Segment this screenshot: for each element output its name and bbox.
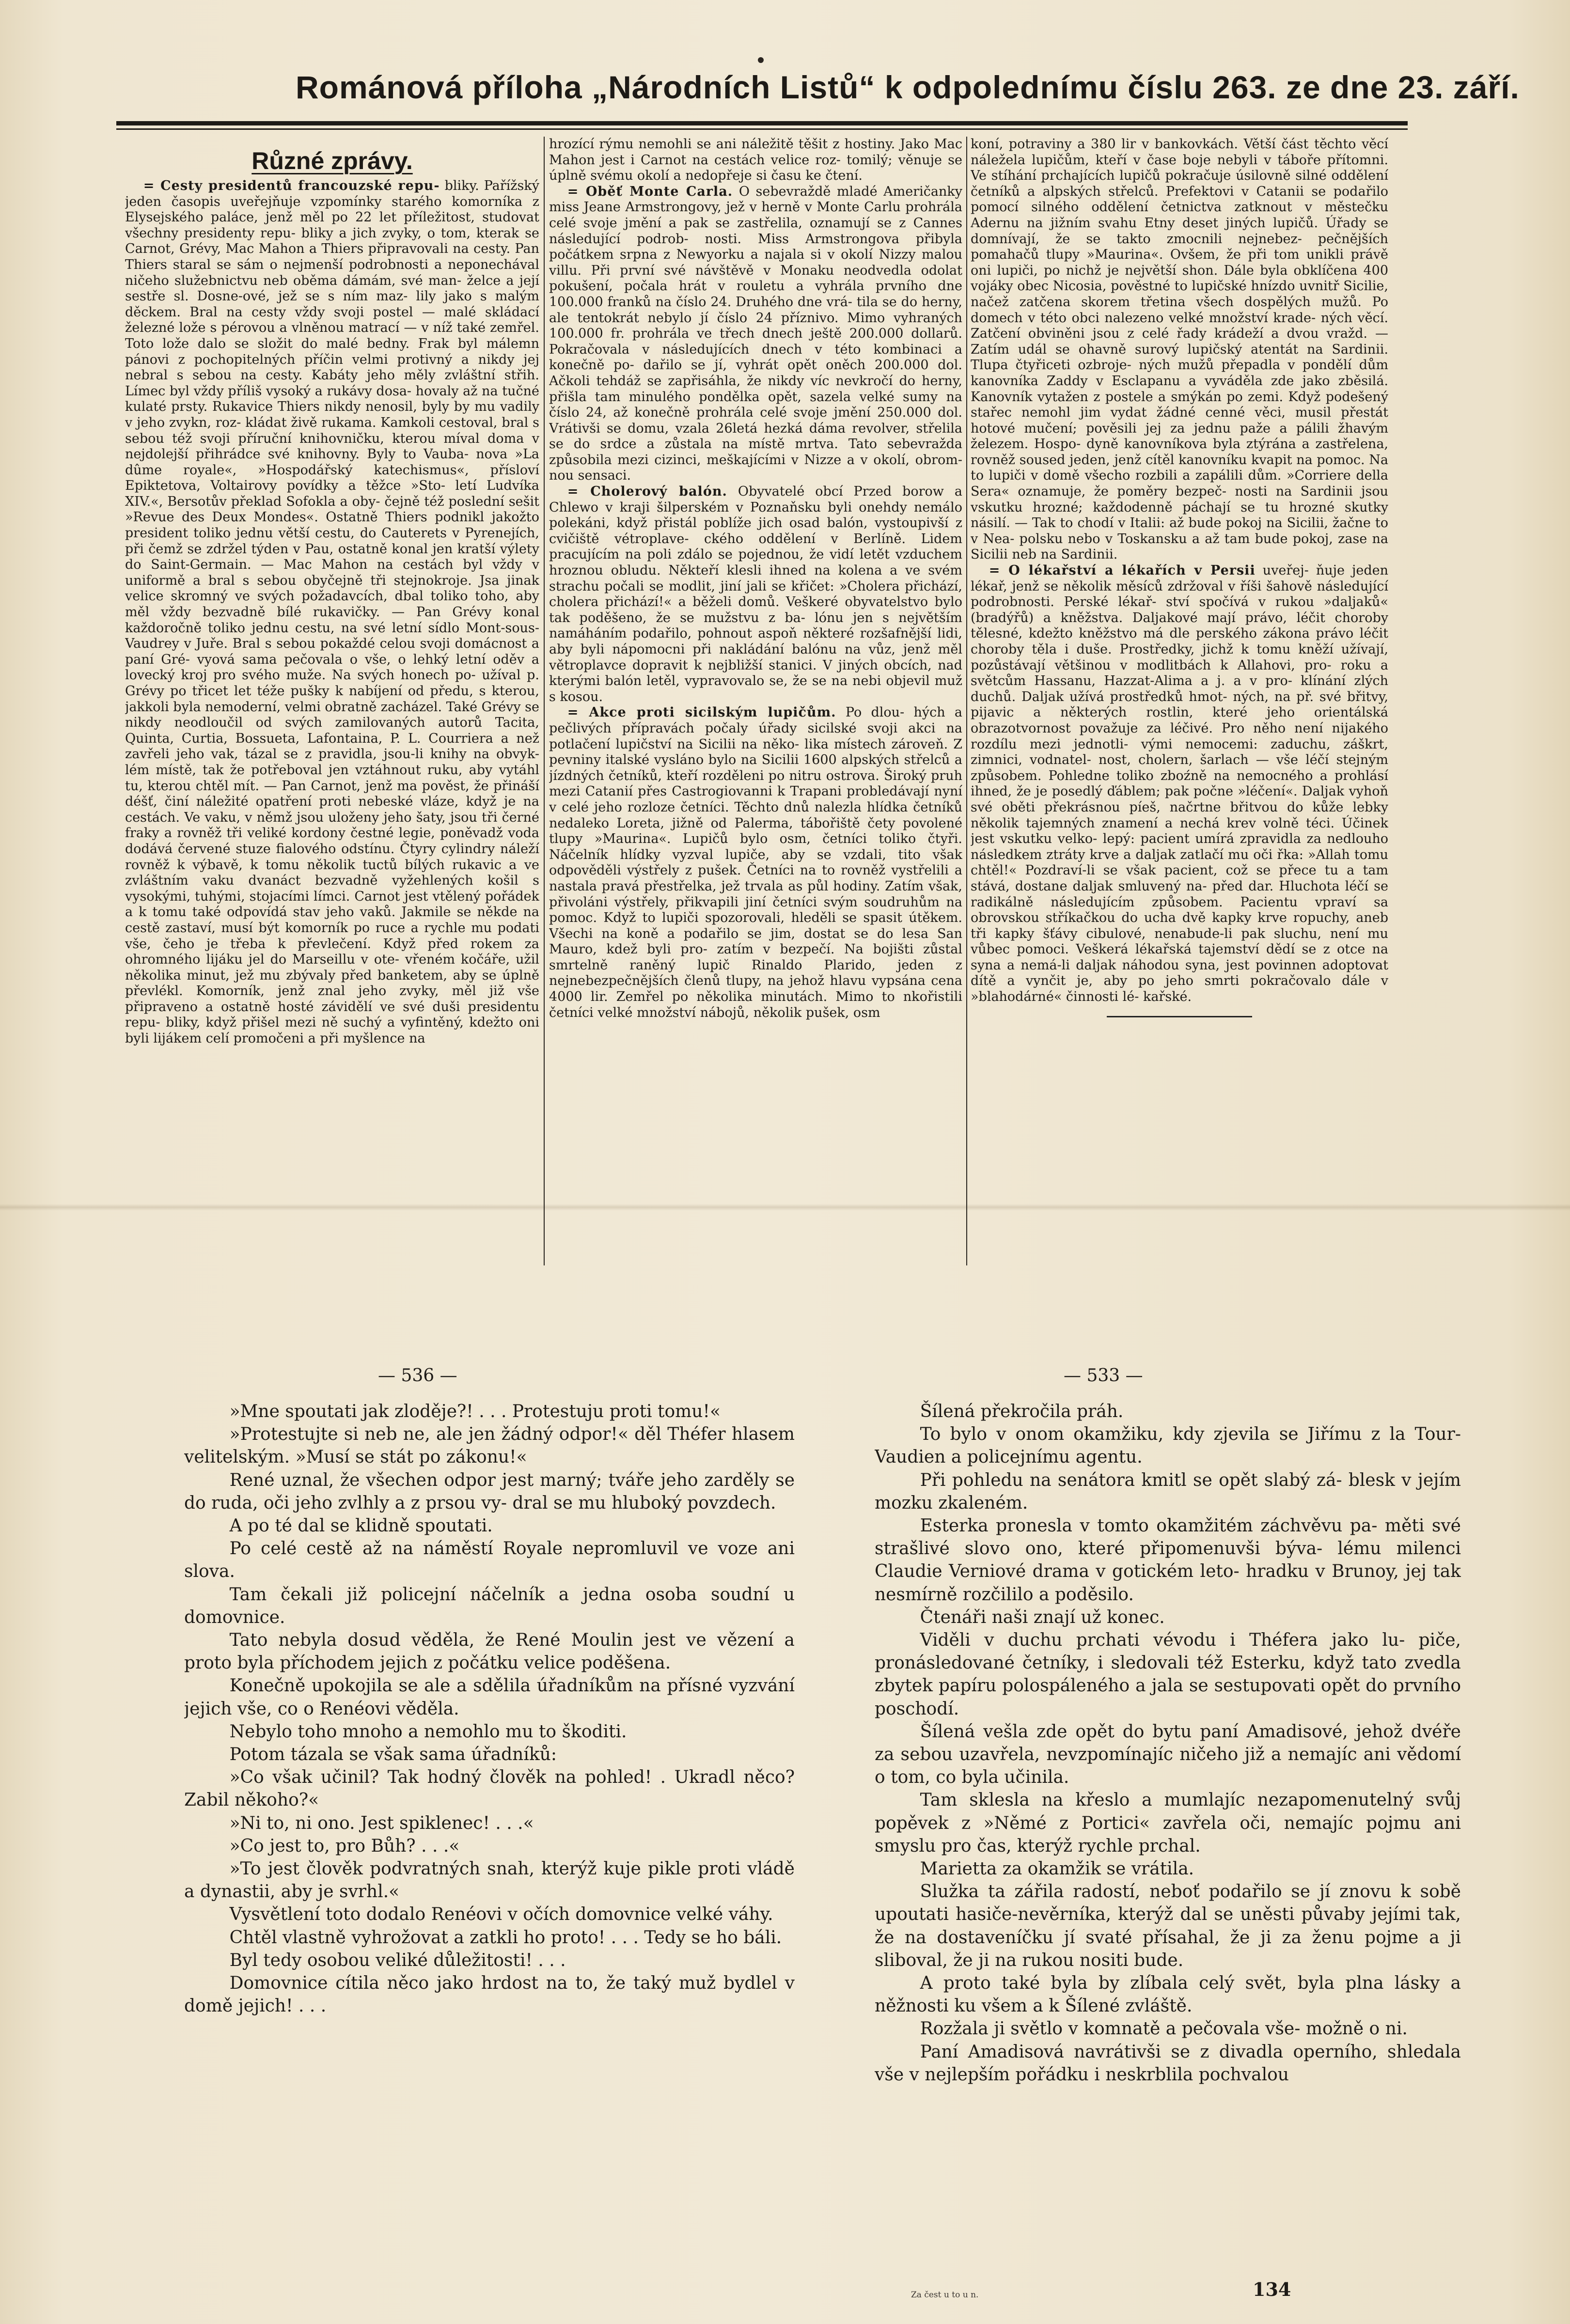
novel-page-right — [875, 1400, 1461, 2272]
novel-paragraph: A proto také byla by zlíbala celý svět, byla plna lásky a něžnosti ku všem a k Šílené zvláště. — [875, 1973, 1461, 2016]
column-3 — [971, 137, 1388, 1265]
article-continuation: koní, potraviny a 380 lir v bankovkách. Větší část těchto věcí náležela lupičům, kteří v čase boje nebyli v táboře přítomni. Ve stíhání prchajících lupičů pokračuje úsilovně silné oddělení četníků a alpských střelců. Prefektovi v Catanii se podařilo pomocí silného oddělení četnictva zatknout v městečku Adernu na jižním svahu Etny deset jiných lupičů. Úřady se domnívají, že se takto zmocnili nejnebez- pečnějších pomahačů tlupy »Maurina«. Ovšem, že při tom unikli právě oni lupiči, po nichž je největší shon. Dále byla obklíčena 400 vojáky obec Nicosia, pověstné to lupičské hnízdo uvnitř Sicilie, načež zatčena skorem třetina všech dospělých mužů. Po domech v této obci nalezeno velké množství krade- ných věcí. Zatčení obviněni jsou z celé řady krádeží a dvou vražd. — Zatím udál se ohavně surový lupičský atentát na Sardinii. Tlupa čtyřiceti ozbroje- ných mužů přepadla v pondělí dům kanovníka Zaddy v Esclapanu a vyváděla zde jako zběsilá. Kanovník vytažen z postele a smýkán po zemi. Když podešený stařec nemohl jim vydat žádné cenné věci, musil přestát hotové mučení; pověsili jej za jednu paže a pálili žhavým železem. Hospo- dyně kanovníkova byla ztýrána a zastřelena, rovněž soused jeden, jenž cítěl kanovníku kvapit na pomoc. Na to lupiči v domě všecho rozbili a zapálili dům. »Corriere della Sera« oznamuje, že poměry bezpeč- nosti na Sardinii jsou vskutku hrozné; každodenně páchají se tu hrozné skutky násilí. — Tak to chodí v Italii: až bude pokoj na Sicilii, žačne to v Nea- polsku nebo v Toskansku a až tam bude pokoj, zase na Sicilii neb na Sardinii. — [971, 137, 1388, 562]
novel-paragraph: »Ni to, ni ono. Jest spiklenec! . . .« — [229, 1813, 534, 1833]
article-lekarstvi-v-persii — [971, 563, 1388, 1005]
novel-paragraph: Tam čekali již policejní náčelník a jedna osoba soudní u domovnice. — [184, 1584, 795, 1627]
novel-paragraph: »Mne spoutati jak zloděje?! . . . Protestuju proti tomu!« — [229, 1402, 721, 1421]
novel-paragraph: Domovnice cítila něco jako hrdost na to, že taký muž bydlel v domě jejich! . . . — [184, 1973, 795, 2016]
novel-paragraph: Vysvětlení toto dodalo Renéovi v očích domovnice velké váhy. — [229, 1904, 773, 1925]
masthead-title: Románová příloha „Národních Listů“ k odpolednímu číslu 263. ze dne 23. září. — [296, 69, 1520, 105]
end-rule — [1107, 1016, 1252, 1017]
novel-paragraph: Nebylo toho mnoho a nemohlo mu to škoditi. — [229, 1721, 627, 1742]
page-number-right: — 533 — — [1064, 1366, 1143, 1386]
novel-paragraph: »Co však učinil? Tak hodný člověk na pohled! . Ukradl něco? Zabil někoho?« — [184, 1767, 795, 1810]
novel-page-left — [184, 1400, 795, 2272]
masthead-rule — [116, 121, 1408, 125]
novel-paragraph: »To jest člověk podvratných snah, kterýž kuje pikle proti vládě a dynastii, aby je svrhl.« — [184, 1859, 795, 1902]
column-2 — [549, 137, 962, 1265]
section-heading: Různé zprávy. — [251, 147, 413, 174]
novel-paragraph: Esterka pronesla v tomto okamžitém záchvěvu pa- měti své strašlivé slovo ono, které připomenuvši býva- lému milenci Claudie Verniové drama v gotickém leto- hradku v Brunoy, jej tak nesmírně rozčililo a poděsilo. — [875, 1516, 1461, 1605]
novel-paragraph: Paní Amadisová navrátivši se z divadla operního, shledala vše v nejlepším pořádku i neskrblila pochvalou — [875, 2042, 1461, 2085]
novel-paragraph: Čtenáři naši znají už konec. — [920, 1607, 1165, 1627]
column-1 — [125, 145, 539, 1274]
article-body: bliky. Pařížský jeden časopis uveřejňuje vzpomínky starého komorníka z Elysejského paláce, jenž měl po 22 let příležitost, studovat všechny presidenty repu- bliky a jich zvyky, o tom, kterak se Carnot, Grévy, Mac Mahon a Thiers připravovali na cesty. Pan Thiers staral se sám o nejmenší podrobnosti a neponechával ničeho služebnictvu neb oběma dámám, své man- želce a její sestře sl. Dosne-ové, jež se s ním maz- lily jako s malým děckem. Bral na cesty vždy svoji postel — malé skládací železné lože s pérovou a vlněnou matrací — v níž také zemřel. Toto lože dalo se složit do malé bedny. Frak byl málemn pánovi z pochopitelných příčin velmi protivný a nikdy jej nebral s sebou na cesty. Kabáty jeho měly zvláštní střih. Límec byl vždy příliš vysoký a rukávy dosa- hovaly až na tučné kulaté prsty. Rukavice Thiers nikdy nenosil, byly by mu vadily v jeho zvykn, roz- kládat živě rukama. Kamkoli cestoval, bral s sebou též svoji příruční knihovničku, kterou míval doma v nejdolejší přihrádce své knihovny. Byly to Vauba- nova »La dûme royale«, »Hospodářský katechismus«, přísloví Epiktetova, Voltairovy povídky a těžce »Sto- letí Ludvíka XIV.«, Bersotův překlad Sofokla a oby- čejně též poslední sešit »Revue des Deux Mondes«. Ostatně Thiers podnikl jakožto president toliko jednu větší cestu, do Cauterets v Pyrenejích, při čemž se zdržel týden v Pau, ostatně konal jen kratší výlety do Saint-Germain. — Mac Mahon na cestách byl vždy v uniformě a bral s sebou obyčejně tři stejnokroje. Jsa jinak velice skromný ve svých požadavcích, dbal toliko toho, aby měl vždy bezvadně bílé rukavičky. — Pan Grévy konal každoročně toliko jednu cestu, na své letní sídlo Mont-sous-Vaudrey v Juře. Bral s sebou pokaždé celou svoji domácnost a paní Gré- vyová sama pečovala o vše, o lehký letní oděv a lovecký kroj pro svého muže. Na svých honech po- užíval p. Grévy po třicet let téže pušky k nabíjení od předu, s kterou, jakkoli byla nemoderní, velmi obratně zacházel. Také Grévy se nikdy neodloučil od svých zamilovaných autorů Tacita, Quinta, Curtia, Bossueta, Lafontaina, P. L. Courriera a než zavřeli jeho vak, tázal se z pravidla, jsou-li knihy na obvyk- lém místě, tak že potřeboval jen vztáhnout ruku, aby vytáhl tu, kterou chtěl mít. — Pan Carnot, jenž ma pověst, že přináší déšť, činí náležité opatření proti nebeské vláze, když je na cestách. Ve vaku, v němž jsou uloženy jeho šaty, jsou tři černé fraky a rovněž tři veliké kordony čestné legie, poněvadž voda dodává červené stuze fialového odstínu. Čtyry cylindry náleží rovněž k výbavě, k tomu několik tuctů bílých rukavic a ve zvláštním vaku dvanáct bezvadně vyžehlených košil s vysokými, tuhými, stojacími límci. Carnot jest vtělený pořádek a k tomu také odpovídá stav jeho vaků. Jakmile se někde na cestě zastaví, musí být komorník po ruce a rychle mu podati vše, čeho je třeba k převlečení. Když před rokem za ohromného lijáku jel do Marseillu v ote- vřeném kočáře, užil několika minut, jež mu zbývaly před banketem, aby se úplně převlékl. Komorník, jenž znal jeho zvyky, měl již vše připraveno a ostatně hosté závidělí ve své duši presidentu repu- bliky, když přišel mezi ně suchý a vyfintěný, kdežto oni byli lijákem celí promočeni a při myšlence na — [125, 178, 539, 1046]
novel-paragraph: René uznal, že všechen odpor jest marný; tváře jeho zarděly se do ruda, oči jeho zvlhly a z prsou vy- dral se mu hluboký povzdech. — [184, 1470, 795, 1513]
novel-paragraph: Chtěl vlastně vyhrožovat a zatkli ho proto! . . . Tedy se ho báli. — [229, 1927, 782, 1948]
article-title: = O lékařství a lékařích v Persii — [989, 563, 1256, 578]
novel-paragraph: Potom tázala se však sama úřadníků: — [229, 1745, 557, 1765]
article-akce-proti-lupicum — [549, 705, 962, 1021]
masthead-rule-thin — [116, 128, 1408, 130]
article-title: = Akce proti sicilským lupičům. — [567, 705, 836, 720]
article-cholerovy-balon — [549, 484, 962, 705]
top-dot — [758, 57, 764, 63]
column-divider — [966, 137, 967, 1265]
article-body: Po dlou- hých a pečlivých přípravách počaly úřady sicilské svoji akci na potlačení lupičství na Sicilii na něko- lika místech zároveň. Z pevniny italské vysláno bylo na Sicilii 1600 alpských střelců a jízdných četníků, kteří rozděleni po nitru ostrova. Široký pruh mezi Catanií přes Castrogiovanni k Trapani probledávají nyní v celé jeho rozloze četníci. Těchto dnů nalezla hlídka četníků nedaleko Loreta, jižně od Palerma, tábořiště čety povolené tlupy »Maurina«. Lupičů bylo osm, četníci toliko čtyři. Náčelník hlídky vyzval lupiče, aby se vzdali, tito však odpověděli výstřely z pušek. Četníci na to rovněž vystřelili a nastala pravá přestřelka, jež trvala as půl hodiny. Zatím však, přivoláni výstřely, přikvapili jiní četníci svým soudruhům na pomoc. Když to lupiči spozorovali, hleděli se spasit útěkem. Všechi na koně a podařilo se jim, dostat se do lesa San Mauro, kdež byli pro- zatím v bezpečí. Na bojišti zůstal smrtelně raněný lupič Rinaldo Plarido, jeden z nejnebezpečnějších členů tlupy, na jehož hlavu vypsána cena 4000 lir. Zemřel po několika minutách. Mimo to nkořistili četníci velké množství nábojů, několik pušek, osm — [549, 705, 962, 1020]
novel-paragraph: Služka ta zářila radostí, neboť podařilo se jí znovu k sobě upoutati hasiče-nevěrníka, kterýž dal se uněsti půvaby jejími tak, že na dostaveníčku jí svaté přísahal, že ji za ženu pojme a ji sliboval, že ji na rukou nositi bude. — [875, 1882, 1461, 1970]
article-obet-monte-carla — [549, 184, 962, 484]
novel-paragraph: Po celé cestě až na náměstí Royale nepromluvil ve voze ani slova. — [184, 1539, 795, 1582]
novel-paragraph: Tam sklesla na křeslo a mumlajíc nezapomenutelný svůj popěvek z »Němé z Portici« zavřela oči, nemajíc pojmu ani smyslu pro čas, kterýž rychle prchal. — [875, 1790, 1461, 1856]
page-number-left: — 536 — — [378, 1366, 457, 1386]
novel-paragraph: Byl tedy osobou veliké důležitosti! . . . — [229, 1950, 566, 1970]
novel-paragraph: »Protestujte si neb ne, ale jen žádný odpor!« děl Théfer hlasem velitelským. »Musí se stát po zákonu!« — [184, 1424, 795, 1467]
novel-paragraph: To bylo v onom okamžiku, kdy zjevila se Jiřímu z la Tour-Vaudien a policejnímu agentu. — [875, 1424, 1461, 1467]
novel-paragraph: Šílená překročila práh. — [920, 1402, 1124, 1421]
article-body: O sebevraždě mladé Američanky miss Jeane Armstrongovy, jež v herně v Monte Carlu prohrála celé svoje jmění a pak se zastřelila, oznamují se z Cannes následující podrob- nosti. Miss Armstrongova přibyla počátkem srpna z Newyorku a najala si v okolí Nizzy malou villu. Při první své návštěvě v Monaku neodvedla odolat pokušení, počala hrát v rouletu a vyhrála prvního dne 100.000 franků na číslo 24. Druhého dne vrá- tila se do herny, ale tentokrát nebylo jí číslo 24 příznivo. Mimo vyhraných 100.000 fr. prohrála ve třech dnech ještě 200.000 dollarů. Pokračovala v následujících dnech v této kombinaci a konečně po- dařilo se jí, vyhrát opět oněch 200.000 dol. Ačkoli tehdáž se zapřisáhla, že nikdy víc nevkročí do herny, přišla tam minulého pondělka opět, sazela velké sumy na číslo 24, až konečně prohrála celé svoje jmění 250.000 dol. Vrátivši se domu, vzala 26letá hezká dáma revolver, střelila se do srdce a zůstala na místě mrtva. Tato sebevražda způsobila mezi cizinci, meškajícími v Nizze a v okolí, obrom- nou sensaci. — [549, 184, 962, 484]
article-body: uveřej- ňuje jeden lékař, jenž se několik měsíců zdržoval v říši šahově následující podrobnosti. Perské lékař- ství spočívá v rukou »daljaků« (bradýřů) a kněžstva. Daljakové mají právo, léčit choroby tělesné, kdežto kněžstvo má dle perského zákona právo léčit choroby těla i duše. Prostředky, jichž k tomu kněží užívají, pozůstávají většinou v modlitbách k Allahovi, pro- roku a světcům Hassanu, Hazzat-Alima a j. a v pro- klínání zlých duchů. Daljak užívá prostředků hmot- ných, na př. své břitvy, pijavic a některých rostlin, které jeho orientálská obrazotvornost považuje za léčivé. Pro něho není nijakého rozdílu mezi jednotli- vými nemocemi: zaduchu, záškrt, zimnici, vodnatel- nost, cholern, šarlach — vše léčí stejným způsobem. Pohledne toliko zboźně na nemocného a prohlásí ihned, že je posedlý ďáblem; pak počne »léčení«. Daljak vyhoň své oběti překrásnou píeš, načrtne břitvou do kůže lebky několik tajemných znamení a nechá krev volně téci. Účinek jest vskutku velko- lepý: pacient umírá zpravidla za nedlouho následkem ztráty krve a daljak zatlačí mu oči řka: »Allah tomu chtěl!« Pozdraví-li se však pacient, což se přece tu a tam stává, dostane daljak smluvený na- před dar. Hluchota léčí se radikálně následujícím způsobem. Pacientu vpraví sa obrovskou stříkačkou do ucha dvě kapky krve ropuchy, aneb tři kapky šťávy cibulové, nenabude-li pak sluchu, není mu vůbec pomoci. Veškerá lékařská tajemství dědí se z otce na syna a nemá-li daljak náhodou syna, jest povinnen adoptovat dítě a vynčit je, aby po jeho smrti pokračovalo dále v »blahodárné« činnosti lé- kařské. — [971, 563, 1388, 1005]
novel-paragraph: Tato nebyla dosud věděla, že René Moulin jest ve vězení a proto byla příchodem jejich z počátku velice poděšena. — [184, 1630, 795, 1673]
novel-paragraph: Marietta za okamžik se vrátila. — [920, 1859, 1194, 1879]
article-title: = Oběť Monte Carla. — [567, 184, 733, 199]
novel-paragraph: Při pohledu na senátora kmitl se opět slabý zá- blesk v jejím mozku zkaleném. — [875, 1470, 1461, 1513]
article-body: Obyvatelé obcí Przed borow a Chlewo v kraji šilperském v Poznaňsku byli onehdy nemálo polekáni, když přistál poblíže jich osad balón, vystoupivší z cvičiště vétroplave- ckého oddělení v Berlíně. Lidem pracujícím na poli zdálo se pojednou, že vidí letět vzduchem hroznou obludu. Někteří klesli ihned na kolena a ve svém strachu počali se modlit, jiní jali se křičet: »Cholera přichází, cholera přichází!« a běželi domů. Veškeré obyvatelstvo bylo tak poděšeno, že se mužstvu z ba- lónu jen s největším namáháním podařilo, pohnout aspoň některé rozšafnější lidi, aby byli nápomocni při nakládání balónu na vůz, jenž měl větroplavce dopravit k nejbližší stanici. V jiných obcích, nad kterými balón letěl, vypravovalo se, že se na nebi objevil muž s kosou. — [549, 484, 962, 704]
novel-paragraph: A po té dal se klidně spoutati. — [229, 1516, 493, 1536]
novel-paragraph: Konečně upokojila se ale a sdělila úřadníkům na přísné vyzvání jejich vše, co o Renéovi věděla. — [184, 1676, 795, 1719]
novel-paragraph: Rozžala ji světlo v komnatě a pečovala vše- možně o ni. — [920, 2019, 1408, 2039]
footer-note: Za čest u to u n. — [911, 2290, 979, 2300]
column-divider — [544, 137, 545, 1265]
article-continuation: hrozící rýmu nemohli se ani náležitě těšit z hostiny. Jako Mac Mahon jest i Carnot na cestách velice roz- tomilý; věnuje se úplně svému okolí a nedopřeje si času ke čtení. — [549, 137, 962, 184]
novel-paragraph: »Co jest to, pro Bůh? . . .« — [229, 1836, 460, 1856]
novel-paragraph: Šílená vešla zde opět do bytu paní Amadisové, jehož dvéře za sebou uzavřela, nevzpomínajíc ničeho již a nemajíc ani vědomí o tom, co byla učinila. — [875, 1721, 1461, 1788]
novel-paragraph: Viděli v duchu prchati vévodu i Théfera jako lu- piče, pronásledované četníky, i sledovali též Esterku, když tato zvedla zbytek papíru polospáleného a jala se sestupovati opět do prvního poschodí. — [875, 1630, 1461, 1719]
article-title: = Cholerový balón. — [567, 484, 727, 499]
sheet-number: 134 — [1253, 2278, 1291, 2300]
article-cesty-presidentu — [125, 178, 539, 1047]
article-title: = Cesty presidentů francouzské repu- — [143, 178, 440, 193]
